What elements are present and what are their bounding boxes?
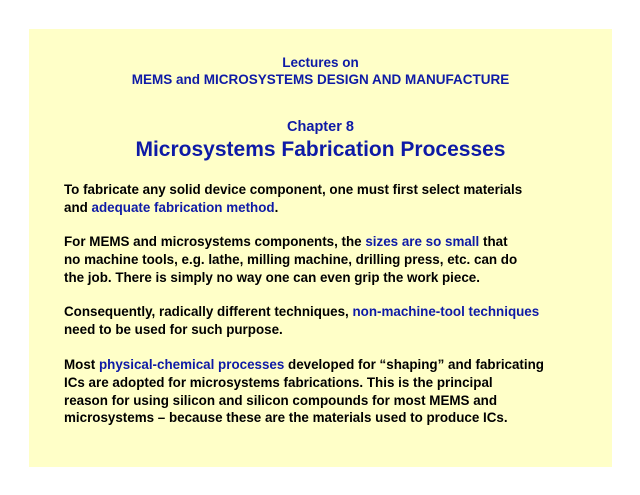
chapter-label: Chapter 8 — [287, 119, 354, 135]
paragraph-4 — [64, 356, 604, 427]
highlight-non-machine-tool-techniques: non-machine-tool techniques — [352, 304, 540, 319]
highlight-adequate-fabrication-method: adequate fabrication method — [91, 199, 275, 215]
paragraph-1-line-1: To fabricate any solid device component, one must first select materials — [64, 182, 523, 197]
paragraph-3-line-1: Consequently, radically different techniques, non-machine-tool techniques — [64, 304, 540, 319]
paragraph-2 — [64, 233, 604, 286]
paragraph-2-line-1: For MEMS and microsystems components, the sizes are so small that — [64, 234, 508, 249]
slide — [29, 29, 612, 467]
chapter-title: Microsystems Fabrication Processes — [135, 138, 506, 161]
paragraph-1-line-2: and adequate fabrication method. — [64, 199, 279, 215]
paragraph-4-line-2: ICs are adopted for microsystems fabrications. This is the principal — [64, 374, 493, 390]
course-title: MEMS and MICROSYSTEMS DESIGN AND MANUFACTURE — [131, 72, 510, 87]
paragraph-4-line-1: Most physical-chemical processes developed for “shaping” and fabricating — [64, 357, 544, 372]
paragraph-3 — [64, 303, 604, 339]
paragraph-4-line-4: microsystems – because these are the materials used to produce ICs. — [64, 410, 508, 426]
paragraph-2-line-2: no machine tools, e.g. lathe, milling machine, drilling press, etc. can do — [64, 251, 518, 267]
paragraph-3-line-2: need to be used for such purpose. — [64, 321, 283, 337]
highlight-sizes-so-small: sizes are so small — [365, 234, 480, 249]
lectures-label: Lectures on — [282, 55, 359, 70]
paragraph-1 — [64, 181, 604, 217]
paragraph-2-line-3: the job. There is simply no way one can even grip the work piece. — [64, 269, 480, 285]
highlight-physical-chemical-processes: physical-chemical processes — [98, 357, 285, 372]
paragraph-4-line-3: reason for using silicon and silicon compounds for most MEMS and — [64, 392, 498, 408]
